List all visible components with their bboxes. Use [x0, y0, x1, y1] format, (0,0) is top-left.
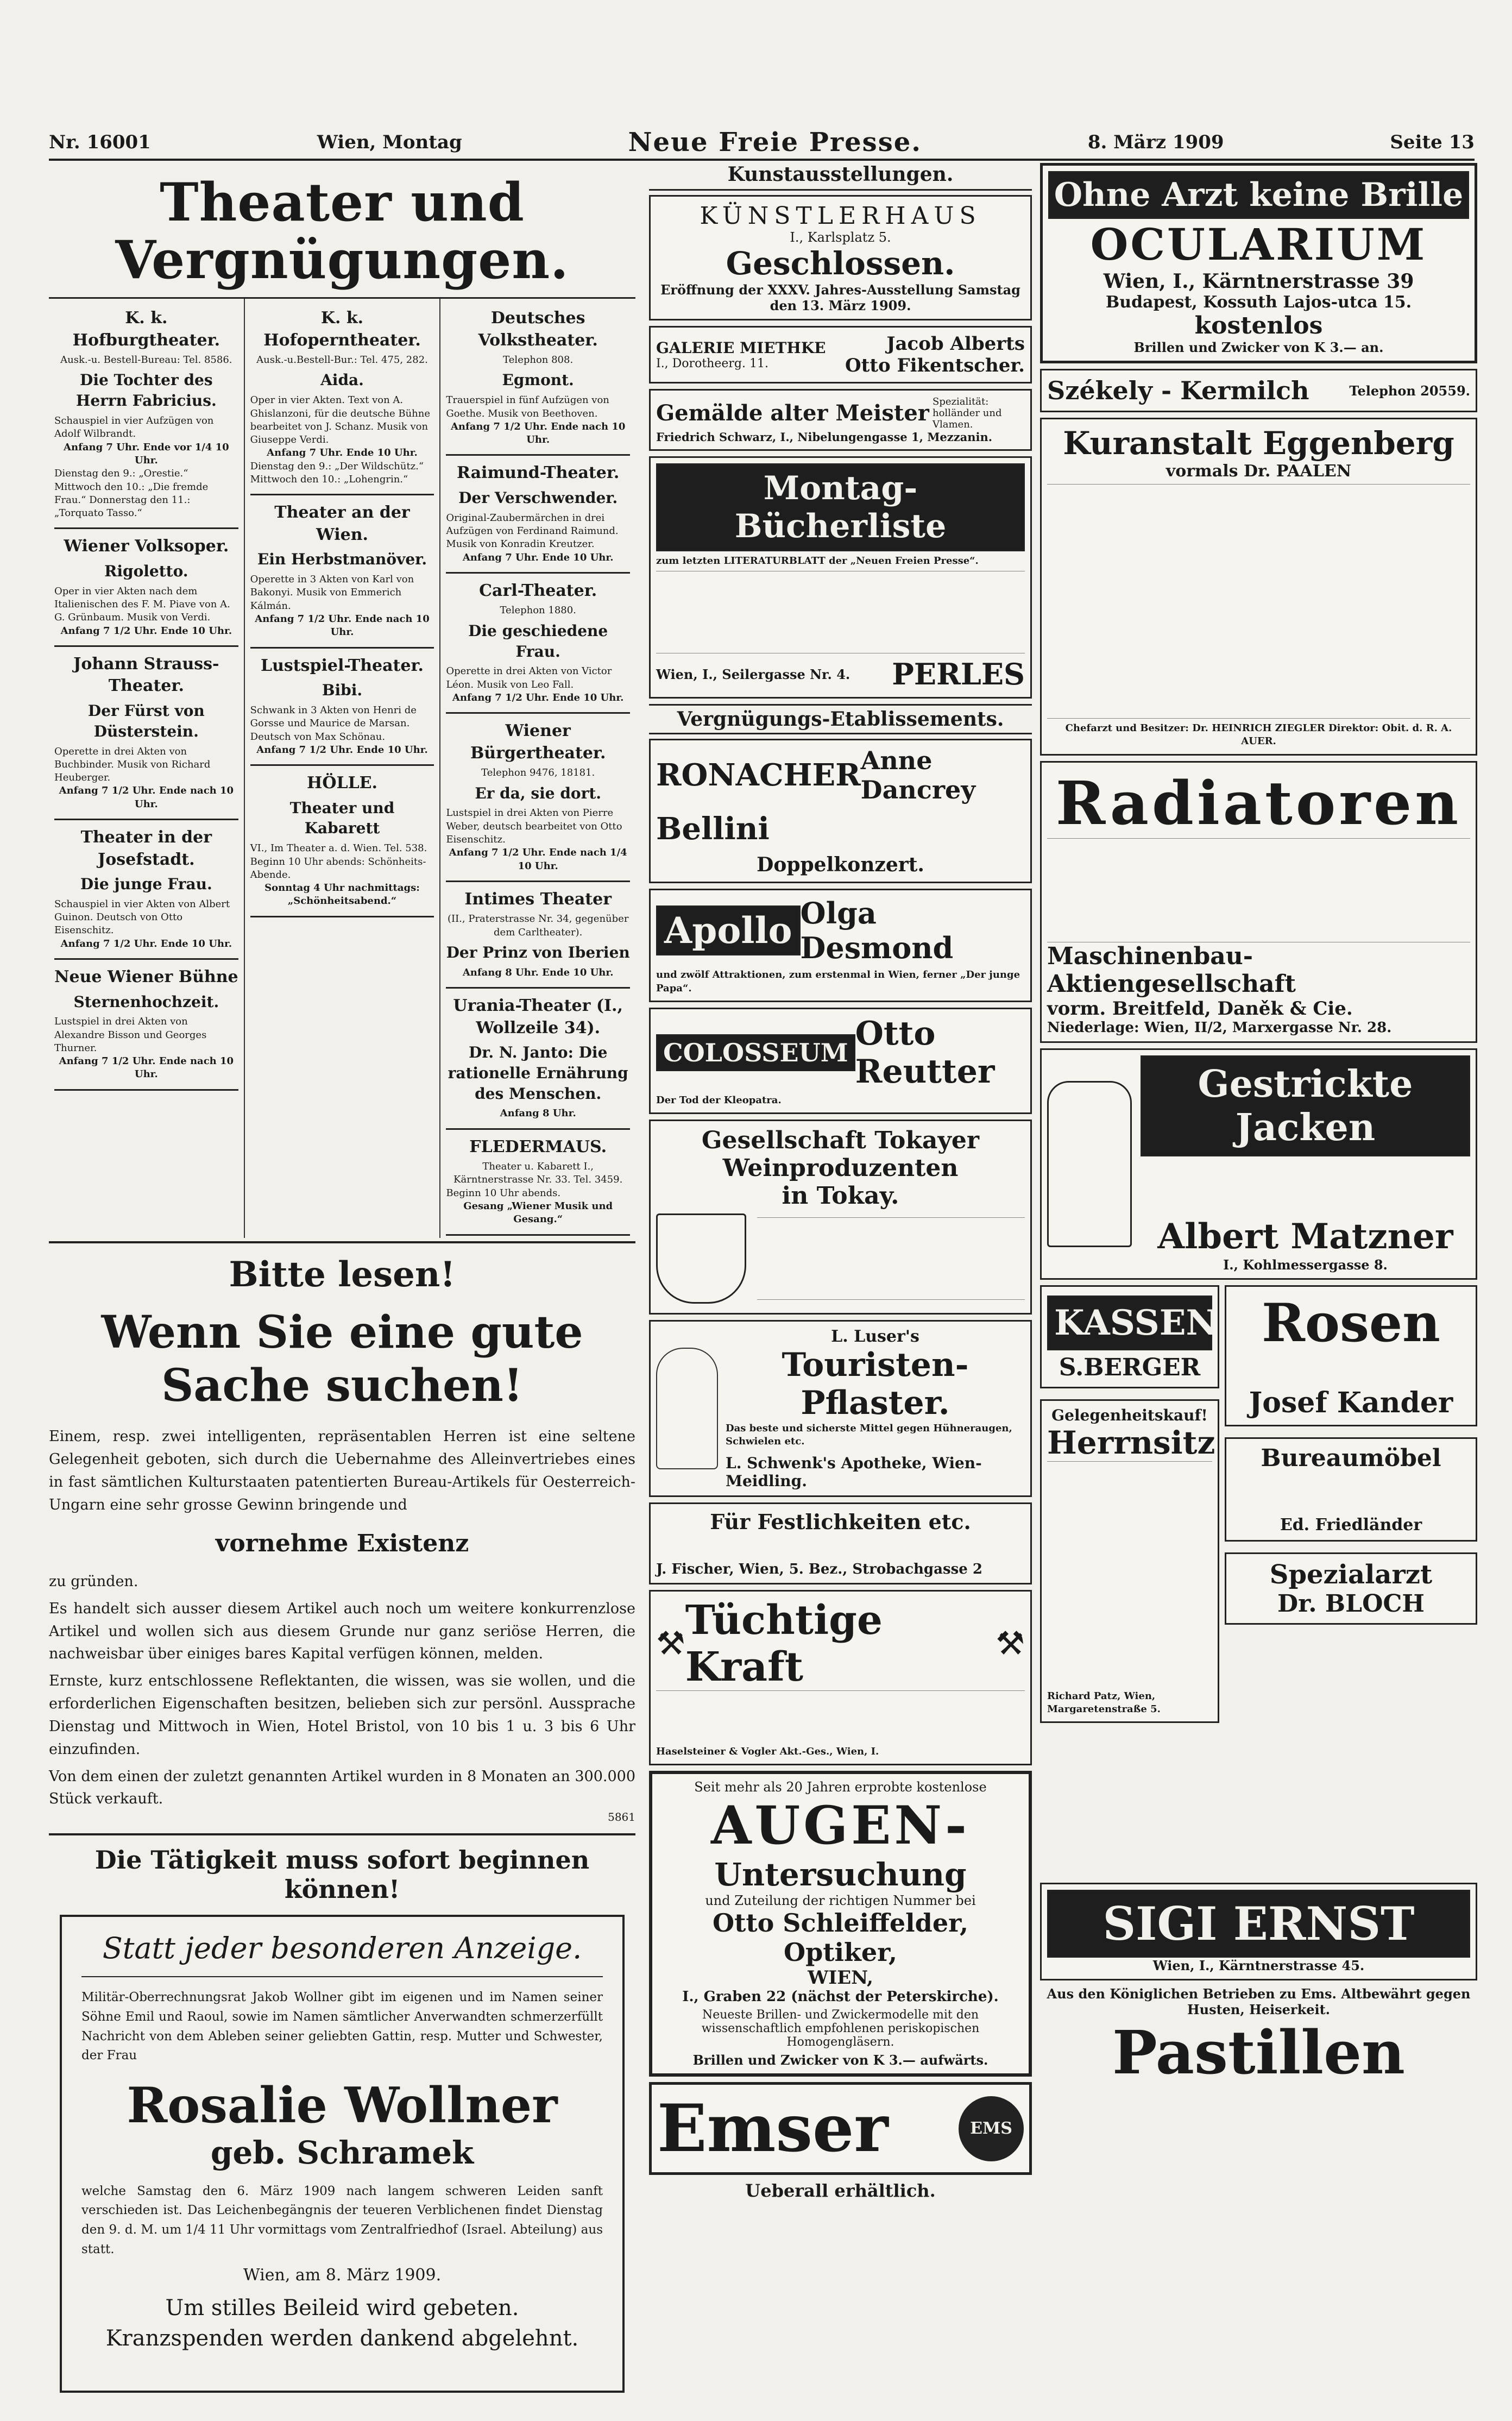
apollo-note: und zwölf Attraktionen, zum erstenmal in Wien, ferner „Der junge Papa“. — [656, 969, 1020, 994]
breitfeld: vorm. Breitfeld, Daněk & Cie. — [1047, 997, 1353, 1020]
tokay-ad — [649, 1120, 1032, 1315]
ems-seal-icon: EMS — [959, 2096, 1024, 2161]
theater-info: Telephon 1880. — [500, 605, 576, 617]
herrnsitz-ad — [1040, 1399, 1219, 1724]
ernst-addr: Wien, I., Kärntnerstrasse 45. — [1152, 1957, 1365, 1973]
luser1: L. Luser's — [831, 1327, 919, 1347]
bellini: Bellini — [656, 811, 770, 847]
schwenk: L. Schwenk's Apotheke, Wien-Meidling. — [726, 1454, 982, 1490]
fischer: J. Fischer, Wien, 5. Bez., Strobachgasse 2 — [656, 1561, 982, 1577]
theater-times: Anfang 7 1/2 Uhr. Ende nach 10 Uhr. — [255, 613, 430, 638]
gemaelde-title: Gemälde alter Meister — [656, 400, 929, 426]
theater-entry — [446, 989, 630, 1130]
ernst: SIGI ERNST — [1047, 1890, 1470, 1958]
matzner: Albert Matzner — [1157, 1216, 1453, 1257]
kleopatra: Der Tod der Kleopatra. — [656, 1094, 782, 1106]
theater-desc: Beginn 10 Uhr abends. — [446, 1187, 561, 1199]
theater-play: Der Fürst von Düsterstein. — [87, 701, 205, 740]
theater-name: Neue Wiener Bühne — [54, 967, 238, 986]
schleiffelder: Otto Schleiffelder, Optiker, — [713, 1908, 968, 1967]
maschinenbau: Maschinenbau-Aktiengesellschaft — [1047, 942, 1296, 998]
theater-extra: Dienstag den 9.: „Orestie.“ Mittwoch den 10.: „Die fremde Frau.“ Donnerstag den 11.: „Torquato Tasso.“ — [54, 468, 209, 519]
theater-entry — [54, 529, 238, 646]
theater-play: Dr. N. Janto: Die rationelle Ernährung des Menschen. — [448, 1043, 628, 1103]
theater-times: Anfang 7 1/2 Uhr. Ende nach 1/4 10 Uhr. — [449, 847, 627, 872]
theater-play: Der Verschwender. — [458, 488, 618, 507]
brillen: Neueste Brillen- und Zwickermodelle mit den wissenschaftlich empfohlenen periskopischen Homogengläsern. — [701, 2008, 980, 2049]
bitte-p1: Einem, resp. zwei intelligenten, repräsentablen Herren ist eine seltene Gelegenheit geboten, sich durch die Uebernahme des Alleinvertriebes eines in fast sämtlichen Kulturstaaten patentierten Bureau-Artikels für Oesterreich-Ungarn eine sehr grosse Gewinn bringende und — [49, 1428, 635, 1513]
bitte-title: Bitte lesen! — [229, 1254, 456, 1295]
kraft: Tüchtige Kraft — [685, 1596, 883, 1690]
szekely-tel: Telephon 20559. — [1349, 382, 1470, 399]
bitte-headline: Wenn Sie eine gute Sache suchen! — [101, 1306, 583, 1412]
theater-desc: Schauspiel in vier Akten von Albert Guinon. Deutsch von Otto Eisenschitz. — [54, 898, 230, 936]
hiker-icon — [656, 1348, 718, 1469]
kassen: KASSEN — [1047, 1296, 1212, 1350]
szekely: Székely - Kermilch — [1047, 376, 1309, 405]
oc-addr: Wien, I., Kärntnerstrasse 39 — [1103, 270, 1414, 293]
theater-entry — [446, 882, 630, 989]
miethke-ad — [649, 326, 1032, 383]
radiatoren: Radiatoren — [1055, 768, 1462, 838]
oc-frei: kostenlos — [1194, 312, 1323, 339]
ocularium-ad — [1040, 163, 1477, 363]
colosseum-ad — [649, 1008, 1032, 1114]
verg-title: Vergnügungs-Etablissements. — [649, 704, 1032, 734]
section-title: Theater und Vergnügungen. — [115, 172, 569, 291]
theater-extra: Dienstag den 9.: „Der Wildschütz.“ Mittwoch den 10.: „Lohengrin.“ — [250, 460, 424, 486]
kh-name: KÜNSTLERHAUS — [700, 202, 981, 230]
kander: Josef Kander — [1249, 1386, 1453, 1419]
theater-play: Ein Herbstmanöver. — [257, 550, 427, 569]
theater-info: Telephon 808. — [503, 354, 574, 366]
theater-play: Der Prinz von Iberien — [446, 943, 630, 961]
jacken: Gestrickte Jacken — [1141, 1055, 1470, 1156]
kraft-ad — [649, 1590, 1032, 1765]
theater-times: Sonntag 4 Uhr nachmittags: „Schönheitsabend.“ — [264, 882, 420, 907]
theater-times: Anfang 7 1/2 Uhr. Ende nach 10 Uhr. — [59, 1055, 234, 1080]
theater-play: Sternenhochzeit. — [73, 992, 219, 1011]
theater-name: Intimes Theater — [464, 889, 612, 909]
theater-times: Gesang „Wiener Musik und Gesang.“ — [463, 1200, 613, 1225]
theater-name: K. k. Hofburgtheater. — [72, 309, 220, 350]
theater-column-3 — [440, 299, 635, 1237]
theater-entry — [250, 649, 434, 766]
ernst-ad — [1040, 1883, 1477, 1980]
oc-price: Brillen und Zwicker von K 3.— an. — [1133, 339, 1384, 355]
obituary — [60, 1915, 625, 2393]
jacket-icon — [1047, 1081, 1132, 1247]
theater-name: Urania-Theater (I., Wollzeile 34). — [453, 996, 623, 1037]
schwarz: Friedrich Schwarz, I., Nibelungengasse 1, Mezzanin. — [656, 430, 993, 444]
issue-number: Nr. 16001 — [49, 131, 151, 153]
theater-name: Theater in der Josefstadt. — [80, 828, 212, 869]
rosen-ad — [1225, 1285, 1477, 1426]
theater-name: FLEDERMAUS. — [469, 1137, 607, 1156]
theater-times: Anfang 8 Uhr. Ende 10 Uhr. — [462, 966, 614, 978]
book-list — [656, 571, 1025, 653]
theater-desc: Lustspiel in drei Akten von Pierre Weber, deutsch bearbeitet von Otto Eisenschitz. — [446, 807, 622, 845]
hammer-icon-2: ⚒ — [996, 1624, 1025, 1663]
kur-dir: Chefarzt und Besitzer: Dr. HEINRICH ZIEGLER Direktor: Obit. d. R. A. AUER. — [1065, 722, 1452, 747]
theater-name: Raimund-Theater. — [456, 463, 620, 483]
patz: Richard Patz, Wien, Margaretenstraße 5. — [1047, 1690, 1161, 1715]
kh-addr: I., Karlsplatz 5. — [790, 230, 891, 245]
radiatoren-ad — [1040, 761, 1477, 1043]
theater-desc: Oper in vier Akten nach dem Italienischen des F. M. Piave von A. G. Grünbaum. Musik von Verdi. — [54, 585, 230, 624]
berger: S.BERGER — [1059, 1353, 1201, 1381]
theater-times: Anfang 8 Uhr. — [500, 1108, 576, 1120]
graben: I., Graben 22 (nächst der Peterskirche). — [682, 1989, 999, 2005]
herrnsitz: Herrnsitz — [1047, 1424, 1215, 1461]
ueberall: Ueberall erhältlich. — [745, 2180, 936, 2202]
theater-entry — [54, 960, 238, 1091]
miethke-addr: I., Dorotheerg. 11. — [656, 357, 768, 370]
bitte-footer: Die Tätigkeit muss sofort beginnen können! — [49, 1833, 635, 1904]
theater-times: Anfang 7 Uhr. Ende 10 Uhr. — [462, 551, 614, 563]
theater-times: Anfang 7 1/2 Uhr. Ende nach 10 Uhr. — [59, 785, 234, 810]
theater-entry — [54, 647, 238, 820]
theater-name: Wiener Bürgertheater. — [470, 721, 606, 763]
paalen: vormals Dr. PAALEN — [1166, 462, 1352, 481]
matzner-addr: I., Kohlmessergasse 8. — [1223, 1256, 1388, 1273]
dancrey: Anne Dancrey — [860, 746, 976, 805]
kuenstlerhaus-ad — [649, 195, 1032, 320]
theater-play: Die geschiedene Frau. — [468, 621, 608, 661]
theater-desc: Original-Zaubermärchen in drei Aufzügen von Ferdinand Raimund. Musik von Konradin Kreutzer. — [446, 512, 619, 550]
theater-desc: Operette in drei Akten von Victor Léon. Musik von Leo Fall. — [446, 665, 612, 690]
bitte-p6: Von dem einen der zuletzt genannten Artikel wurden in 8 Monaten an 300.000 Stück verkauft. — [49, 1768, 635, 1808]
theater-name: Theater an der Wien. — [274, 503, 410, 544]
theater-times: Anfang 7 Uhr. Ende 10 Uhr. — [267, 447, 418, 459]
theater-times: Anfang 7 1/2 Uhr. Ende 10 Uhr. — [60, 938, 232, 949]
theater-info: (II., Praterstrasse Nr. 34, gegenüber dem Carltheater). — [447, 913, 629, 938]
bitte-p4: Es handelt sich ausser diesem Artikel auch noch um weitere konkurrenzlose Artikel und wollen sich aus diesem Grunde nur ganz seriöse Herren, die nachweisbar über einiges bares Kapital verfügen können, melden. — [49, 1600, 635, 1663]
theater-entry — [446, 456, 630, 573]
theater-desc: Operette in 3 Akten von Karl von Bakonyi. Musik von Emmerich Kálmán. — [250, 574, 414, 612]
theater-info: Ausk.-u.Bestell-Bur.: Tel. 475, 282. — [256, 354, 428, 366]
bureau: Bureaumöbel — [1261, 1444, 1441, 1472]
wien: WIEN, — [808, 1967, 873, 1989]
bitte-p5: Ernste, kurz entschlossene Reflektanten, die wissen, was sie wollen, und die erforderlichen Eigenschaften besitzen, belieben sich zur persönl. Aussprache Dienstag und Mittwoch in Wien, Hotel Bristol, von 10 bis 1 u. 3 bis 6 Uhr einzufinden. — [49, 1672, 635, 1758]
theater-desc: Trauerspiel in fünf Aufzügen von Goethe. Musik von Beethoven. — [446, 394, 609, 419]
kh-status: Geschlossen. — [726, 245, 955, 282]
colosseum: COLOSSEUM — [656, 1034, 855, 1071]
fikentscher: Otto Fikentscher. — [845, 355, 1025, 376]
obit-text1: Militär-Oberrechnungsrat Jakob Wollner gibt im eigenen und im Namen seiner Söhne Emil und Raoul, sowie im Namen sämtlicher Anverwandten schmerzerfüllt Nachricht von dem Ableben seiner geliebten Gattin, resp. Mutter und Schwester, der Frau — [81, 1990, 603, 2063]
page-number: Seite 13 — [1390, 131, 1475, 153]
theater-times: Anfang 7 1/2 Uhr. Ende 10 Uhr. — [60, 625, 232, 637]
theater-entry — [250, 766, 434, 917]
theater-listings — [49, 297, 635, 1237]
rosen: Rosen — [1262, 1292, 1440, 1354]
gemaelde-ad — [649, 389, 1032, 451]
theater-column-1 — [49, 299, 245, 1237]
theater-info: Theater u. Kabarett I., Kärntnerstrasse Nr. 33. Tel. 3459. — [453, 1161, 623, 1186]
theater-play: Theater und Kabarett — [289, 798, 395, 838]
apollo: Apollo — [656, 905, 801, 955]
spezial-ad — [1225, 1552, 1477, 1625]
theater-name: Deutsches Volkstheater. — [478, 309, 598, 350]
spezial: Spezialarzt — [1269, 1559, 1433, 1590]
kassen-ad — [1040, 1285, 1219, 1388]
apollo-ad — [649, 889, 1032, 1002]
theater-name: HÖLLE. — [307, 774, 377, 793]
friedlander: Ed. Friedländer — [1280, 1515, 1422, 1535]
fest-title: Für Festlichkeiten etc. — [710, 1509, 971, 1534]
theater-desc: Schwank in 3 Akten von Henri de Gorsse und Maurice de Marsan. Deutsch von Max Schönau. — [250, 704, 417, 743]
obit-title: Statt jeder besonderen Anzeige. — [102, 1931, 582, 1966]
montag-ad — [649, 456, 1032, 699]
ems-top: Aus den Königlichen Betrieben zu Ems. Altbewährt gegen Husten, Heiserkeit. — [1047, 1985, 1471, 2017]
pastillen: Pastillen — [1112, 2017, 1406, 2087]
alberts: Jacob Alberts — [886, 333, 1025, 355]
kuranstalt: Kuranstalt Eggenberg — [1063, 425, 1454, 462]
montag-sub: zum letzten LITERATURBLATT der „Neuen Freien Presse“. — [656, 555, 979, 567]
emser-ad — [649, 2082, 1032, 2175]
theater-play: Bibi. — [322, 681, 363, 700]
obit-p1: Um stilles Beileid wird gebeten. — [165, 2296, 519, 2321]
obit-place: Wien, am 8. März 1909. — [243, 2266, 442, 2285]
theater-desc: Operette in drei Akten von Buchbinder. Musik von Richard Heuberger. — [54, 745, 211, 784]
theater-play: Die Tochter des Herrn Fabricius. — [75, 371, 217, 410]
obit-text2: welche Samstag den 6. März 1909 nach langem schweren Leiden sanft verschieden ist. Das Leichenbegängnis der teueren Verblichenen findet Dienstag den 9. d. M. um 1/4 11 Uhr vormittags vom Zentralfriedhof (Israel. Abteilung) aus statt. — [81, 2184, 603, 2256]
left-column — [49, 163, 635, 2351]
oc-buda: Budapest, Kossuth Lajos-utca 15. — [1105, 293, 1412, 312]
theater-times: Anfang 7 1/2 Uhr. Ende nach 10 Uhr. — [450, 420, 626, 446]
theater-info: Ausk.-u. Bestell-Bureau: Tel. 8586. — [60, 354, 232, 366]
theater-entry — [250, 495, 434, 648]
coat-of-arms-icon — [656, 1213, 746, 1304]
theater-play: Aida. — [320, 371, 364, 389]
jacken-ad — [1040, 1048, 1477, 1280]
bitte-ad — [49, 1241, 635, 1904]
theater-times: Anfang 7 1/2 Uhr. Ende 10 Uhr. — [256, 744, 428, 756]
theater-entry — [54, 301, 238, 529]
theater-entry — [250, 301, 434, 495]
theater-entry — [446, 714, 630, 882]
theater-name: Johann Strauss-Theater. — [73, 654, 219, 696]
ronacher-ad — [649, 739, 1032, 883]
haselsteiner: Haselsteiner & Vogler Akt.-Ges., Wien, I. — [656, 1745, 879, 1757]
obit-p2: Kranzspenden werden dankend abgelehnt. — [105, 2326, 579, 2351]
theater-name: Wiener Volksoper. — [64, 537, 229, 556]
theater-desc: Schauspiel in vier Aufzügen von Adolf Wilbrandt. — [54, 415, 214, 440]
bureau-ad — [1225, 1437, 1477, 1542]
theater-column-2 — [245, 299, 441, 1237]
tokay2: in Tokay. — [782, 1182, 899, 1210]
miethke-name: GALERIE MIETHKE — [656, 339, 826, 357]
doppel: Doppelkonzert. — [757, 853, 924, 877]
szekely-ad — [1040, 369, 1477, 412]
luser2: Touristen-Pflaster. — [782, 1346, 969, 1423]
bloch: Dr. BLOCH — [1277, 1589, 1425, 1618]
niederlage: Niederlage: Wien, II/2, Marxergasse Nr. 28. — [1047, 1019, 1392, 1036]
reutter: Otto Reutter — [855, 1014, 995, 1091]
untersuchung: Untersuchung — [714, 1856, 967, 1894]
theater-info: Telephon 9476, 18181. — [481, 767, 595, 779]
obit-name: Rosalie Wollner — [127, 2076, 558, 2134]
theater-desc: Lustspiel in drei Akten von Alexandre Bisson und Georges Thurner. — [54, 1016, 207, 1054]
preis: Brillen und Zwicker von K 3.— aufwärts. — [692, 2052, 988, 2068]
ronacher: RONACHER — [656, 757, 861, 794]
ohne-arzt: Ohne Arzt keine Brille — [1048, 171, 1469, 219]
perles: PERLES — [892, 657, 1025, 692]
augen-ad — [649, 1771, 1032, 2077]
bitte-p3: zu gründen. — [49, 1573, 138, 1590]
desmond: Olga Desmond — [800, 896, 954, 966]
augen-top: Seit mehr als 20 Jahren erprobte kostenlose — [694, 1779, 987, 1795]
kh-note: Eröffnung der XXXV. Jahres-Ausstellung Samstag den 13. März 1909. — [660, 282, 1020, 313]
right-column — [1040, 163, 1477, 2281]
theater-times: Anfang 7 1/2 Uhr. Ende 10 Uhr. — [452, 691, 624, 703]
augen: AUGEN- — [711, 1795, 970, 1857]
place-day: Wien, Montag — [317, 131, 462, 153]
theater-entry — [446, 301, 630, 456]
obit-born: geb. Schramek — [210, 2134, 474, 2171]
theater-play: Egmont. — [502, 371, 574, 389]
gelegen: Gelegenheitskauf! — [1051, 1406, 1208, 1424]
theater-name: Lustspiel-Theater. — [261, 656, 424, 675]
theater-play: Er da, sie dort. — [475, 784, 602, 802]
theater-name: K. k. Hofoperntheater. — [263, 309, 421, 350]
issue-date: 8. März 1909 — [1087, 131, 1224, 153]
tokay1: Gesellschaft Tokayer Weinproduzenten — [701, 1127, 980, 1183]
luser3: Das beste und sicherste Mittel gegen Hühneraugen, Schwielen etc. — [726, 1423, 1012, 1448]
theater-desc: Oper in vier Akten. Text von A. Ghislanzoni, für die deutsche Bühne bearbeitet von J. Schanz. Musik von Giuseppe Verdi. — [250, 394, 431, 446]
ocularium: OCULARIUM — [1090, 219, 1427, 270]
page-header — [49, 126, 1475, 161]
emser: Emser — [657, 2090, 889, 2167]
kunst-title: Kunstausstellungen. — [649, 163, 1032, 191]
zuteil: und Zuteilung der richtigen Nummer bei — [705, 1893, 976, 1909]
theater-entry — [446, 574, 630, 714]
perles-addr: Wien, I., Seilergasse Nr. 4. — [656, 666, 850, 682]
theater-name: Carl-Theater. — [479, 581, 597, 600]
newspaper-name: Neue Freie Presse. — [628, 127, 922, 158]
theater-entry — [446, 1130, 630, 1236]
theater-play: Die junge Frau. — [80, 875, 212, 894]
theater-times: Anfang 7 Uhr. Ende vor 1/4 10 Uhr. — [64, 441, 229, 466]
gemaelde-sub: Spezialität: holländer und Vlamen. — [933, 396, 1002, 430]
fest-ad — [649, 1502, 1032, 1584]
bitte-num: 5861 — [608, 1810, 635, 1824]
hammer-icon: ⚒ — [656, 1624, 685, 1663]
theater-desc: VI., Im Theater a. d. Wien. Tel. 538. Beginn 10 Uhr abends: Schönheits-Abende. — [250, 842, 427, 881]
kuranstalt-ad — [1040, 418, 1477, 756]
bitte-p2: vornehme Existenz — [215, 1529, 469, 1557]
luser-ad — [649, 1320, 1032, 1497]
montag-title: Montag-Bücherliste — [656, 463, 1025, 551]
middle-column — [649, 163, 1032, 2281]
theater-entry — [54, 820, 238, 960]
theater-play: Rigoletto. — [104, 562, 188, 580]
